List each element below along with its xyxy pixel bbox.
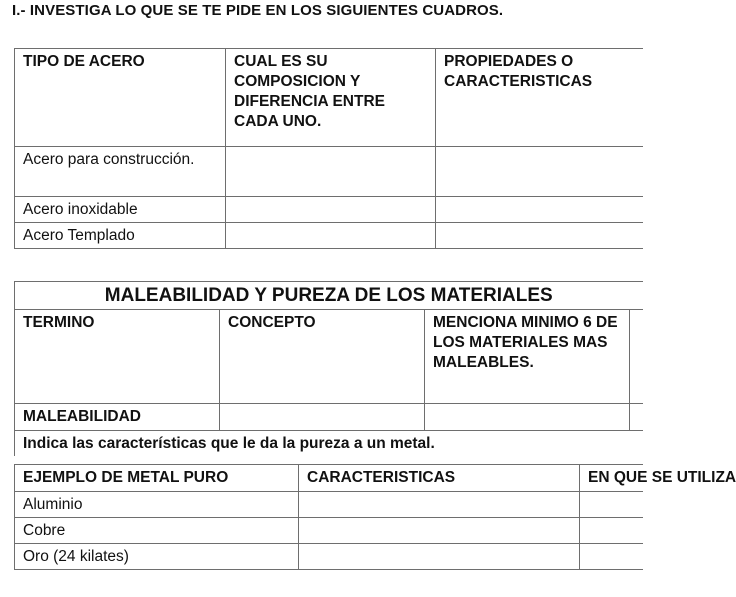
use-input-cell[interactable]: [580, 544, 643, 570]
pure-metals-table: [14, 464, 736, 570]
concept-input-cell[interactable]: [220, 404, 425, 431]
page-heading: I.- INVESTIGA LO QUE SE TE PIDE EN LOS SIGUIENTES CUADROS.: [12, 2, 504, 19]
steel-types-table: [14, 48, 643, 249]
table-cell: [630, 310, 643, 404]
composition-input-cell[interactable]: [226, 197, 436, 223]
table-cell: [630, 404, 643, 431]
header-cell-use: EN QUE SE UTILIZA: [580, 465, 643, 492]
use-input-cell[interactable]: [580, 492, 643, 518]
header-cell-composition: CUAL ES SU COMPOSICION Y DIFERENCIA ENTRE CADA UNO.: [226, 49, 436, 147]
table-title-row: [15, 282, 643, 310]
header-cell-steel-type: TIPO DE ACERO: [15, 49, 226, 147]
term-cell: MALEABILIDAD: [15, 404, 220, 431]
table-header-row: [15, 49, 643, 147]
metal-name-cell: Aluminio: [15, 492, 299, 518]
table-row: [15, 147, 643, 197]
table-row: [15, 223, 643, 249]
table-header-row: [15, 310, 643, 404]
table-row: [15, 431, 643, 457]
table-row: [15, 197, 643, 223]
malleability-table: [14, 281, 643, 456]
header-cell-concept: CONCEPTO: [220, 310, 425, 404]
table-row: [15, 492, 643, 518]
table-header-row: [15, 465, 643, 492]
table-title: MALEABILIDAD Y PUREZA DE LOS MATERIALES: [15, 282, 643, 310]
purity-prompt: Indica las características que le da la pureza a un metal.: [15, 431, 643, 457]
properties-input-cell[interactable]: [436, 147, 643, 197]
metal-name-cell: Cobre: [15, 518, 299, 544]
header-cell-materials: MENCIONA MINIMO 6 DE LOS MATERIALES MAS MALEABLES.: [425, 310, 630, 404]
composition-input-cell[interactable]: [226, 223, 436, 249]
table-row: [15, 518, 643, 544]
metal-name-cell: Oro (24 kilates): [15, 544, 299, 570]
properties-input-cell[interactable]: [436, 223, 643, 249]
header-cell-characteristics: CARACTERISTICAS: [299, 465, 580, 492]
characteristics-input-cell[interactable]: [299, 544, 580, 570]
table-row: [15, 404, 643, 431]
table-row: [15, 544, 643, 570]
steel-name-cell: Acero para construcción.: [15, 147, 226, 197]
properties-input-cell[interactable]: [436, 197, 643, 223]
header-cell-term: TERMINO: [15, 310, 220, 404]
steel-name-cell: Acero inoxidable: [15, 197, 226, 223]
steel-name-cell: Acero Templado: [15, 223, 226, 249]
materials-input-cell[interactable]: [425, 404, 630, 431]
characteristics-input-cell[interactable]: [299, 518, 580, 544]
header-cell-properties: PROPIEDADES O CARACTERISTICAS: [436, 49, 643, 147]
composition-input-cell[interactable]: [226, 147, 436, 197]
header-cell-metal: EJEMPLO DE METAL PURO: [15, 465, 299, 492]
use-input-cell[interactable]: [580, 518, 643, 544]
characteristics-input-cell[interactable]: [299, 492, 580, 518]
